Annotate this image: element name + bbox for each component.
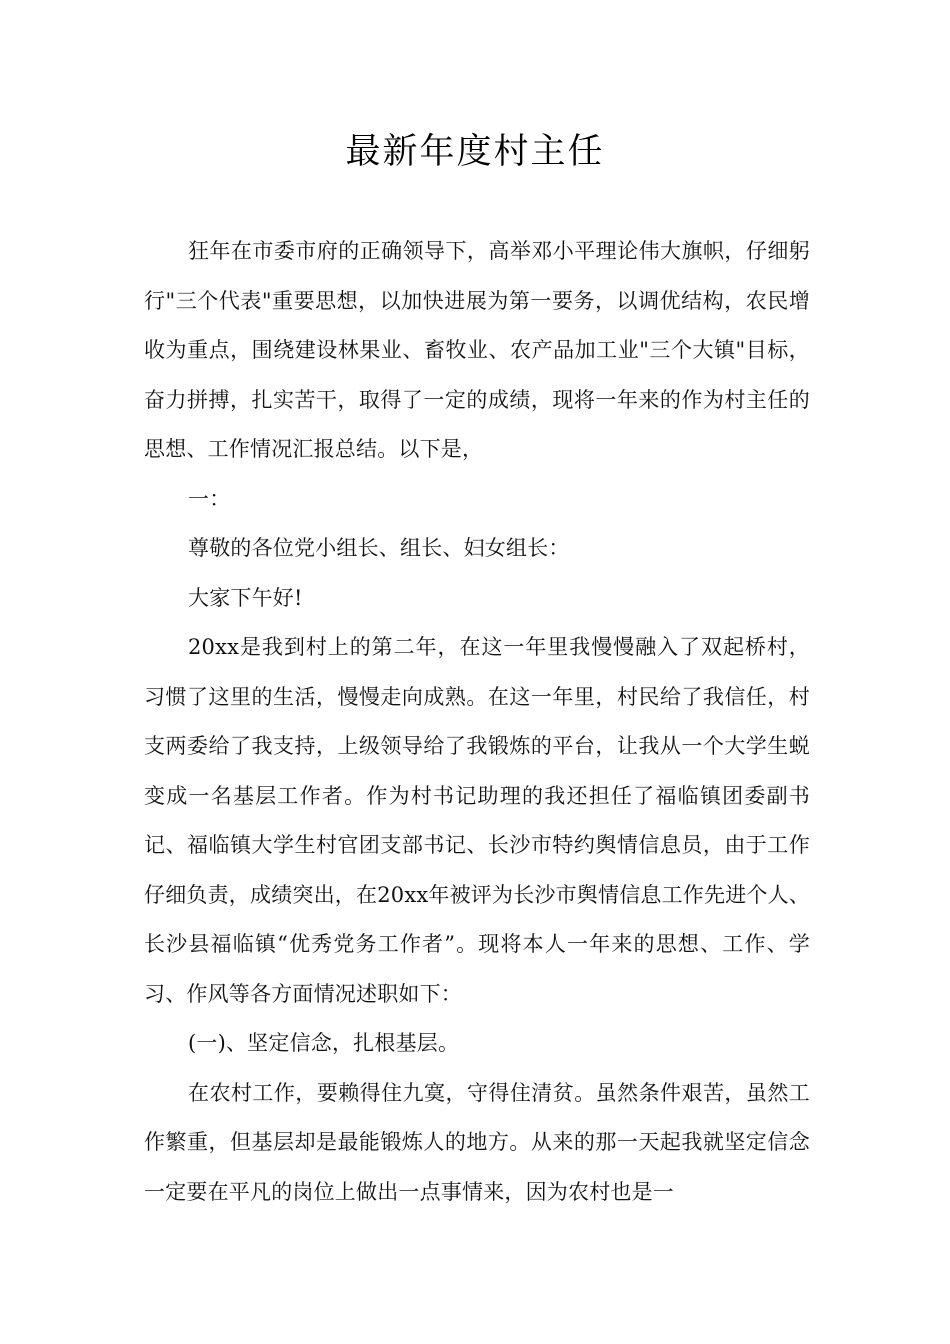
paragraph-heading-one: (一)、坚定信念，扎根基层。 [188,1031,460,1055]
paragraph-section-one: 一： [188,486,231,511]
document-body [144,227,810,1217]
paragraph-report: 20xx是我到村上的第二年，在这一年里我慢慢融入了双起桥村，习惯了这里的生活，慢慢走向成熟。在这一年里，村民给了我信任，村支两委给了我支持，上级领导给了我锻炼的平台，让我从一个大学生蜕变成一名基层工作者。作为村书记助理的我还担任了福临镇团委副书记、福临镇大学生村官团支部书记、长沙市特约舆情信息员，由于工作仔细负责，成绩突出，在20xx年被评为长沙市舆情信息工作先进个人、长沙县福临镇“优秀党务工作者”。现将本人一年来的思想、工作、学习、作风等各方面情况述职如下： [144,635,811,1006]
paragraph-intro: 狂年在市委市府的正确领导下，高举邓小平理论伟大旗帜，仔细躬行"三个代表"重要思想，以加快进展为第一要务，以调优结构，农民增收为重点，围绕建设林果业、畜牧业、农产品加工业"三个大镇"目标，奋力拼搏，扎实苦干，取得了一定的成绩，现将一年来的作为村主任的思想、工作情况汇报总结。以下是， [144,239,810,461]
paragraph-greeting: 大家下午好! [188,585,303,610]
paragraph-salutation: 尊敬的各位党小组长、组长、妇女组长： [188,536,570,560]
paragraph-rural-work: 在农村工作，要赖得住九寞，守得住清贫。虽然条件艰苦，虽然工作繁重，但基层却是最能锻炼人的地方。从来的那一天起我就坚定信念一定要在平凡的岗位上做出一点事情来，因为农村也是一 [144,1080,810,1204]
document-title: 最新年度村主任 [345,132,605,172]
